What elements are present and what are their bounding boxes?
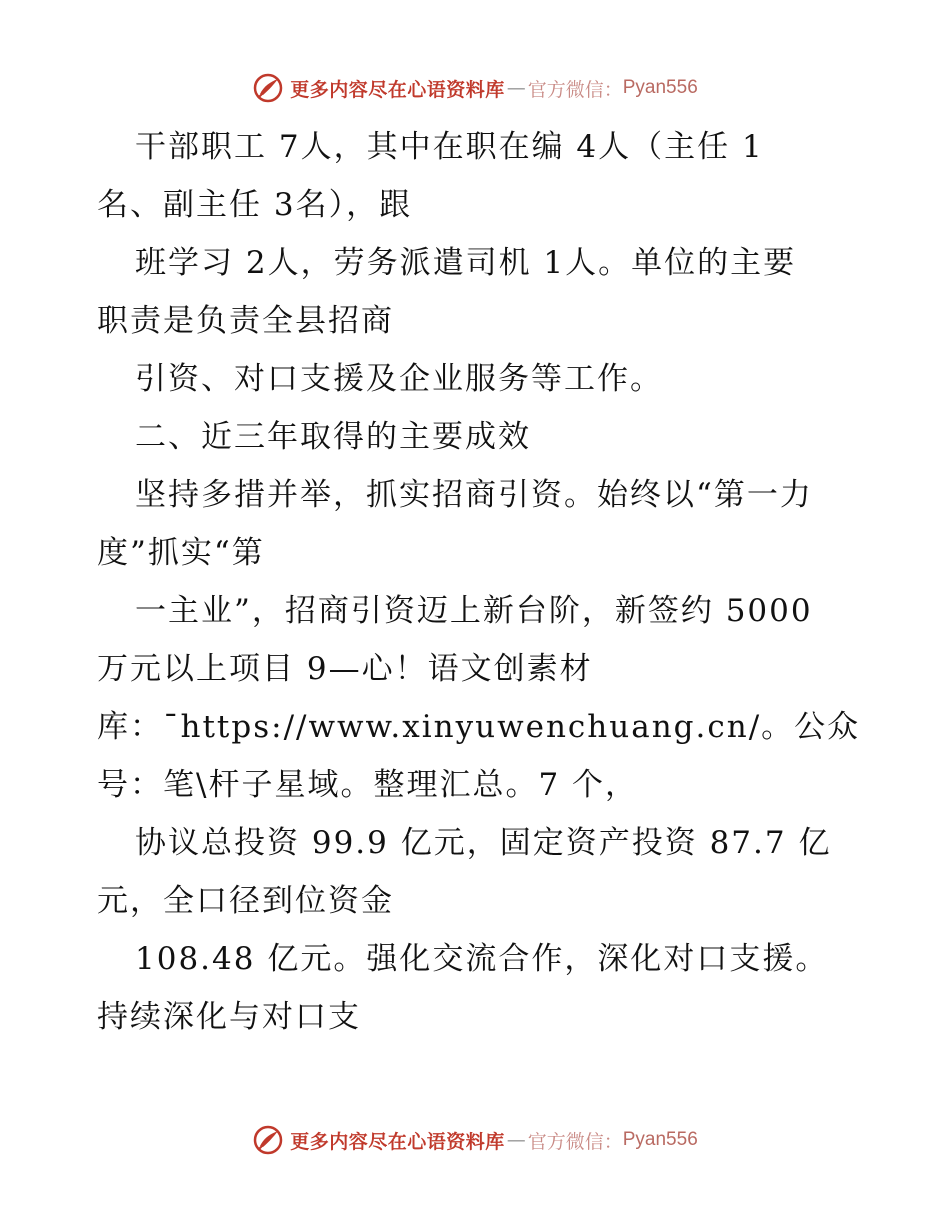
text-line: 度”抓实“第 <box>97 535 265 571</box>
watermark-main-text: 更多内容尽在心语资料库 <box>290 1130 505 1153</box>
quill-logo-icon <box>252 1124 284 1156</box>
text-line: 引资、对口支援及企业服务等工作。 <box>135 361 663 397</box>
watermark-header <box>0 68 950 108</box>
text-line: 万元以上项目 9—心！语文创素材 <box>97 651 593 687</box>
watermark-dash: — <box>506 1129 526 1151</box>
text-line: 持续深化与对口支 <box>97 999 361 1035</box>
watermark-footer <box>0 1120 950 1160</box>
text-line: 干部职工 7人，其中在职在编 4人（主任 1 <box>135 129 764 165</box>
paragraph <box>97 582 887 814</box>
paragraph <box>97 814 887 930</box>
text-line: 元，全口径到位资金 <box>97 883 394 919</box>
text-line: 协议总投资 99.9 亿元，固定资产投资 87.7 亿 <box>135 825 832 861</box>
text-line: 号：笔\杆子星域。整理汇总。7 个， <box>97 767 639 803</box>
text-line: 名、副主任 3名），跟 <box>97 187 413 223</box>
paragraph <box>97 350 887 408</box>
paragraph <box>97 466 887 582</box>
watermark-wechat-id: Pyan556 <box>622 77 698 98</box>
watermark-main-text: 更多内容尽在心语资料库 <box>290 78 505 101</box>
document-body <box>97 118 887 1046</box>
quill-logo-icon <box>252 72 284 104</box>
paragraph <box>97 118 887 234</box>
watermark-wechat-label: 官方微信： <box>527 1130 623 1153</box>
text-line: 班学习 2人，劳务派遣司机 1人。单位的主要 <box>135 245 797 281</box>
watermark-dash: — <box>506 77 526 99</box>
paragraph <box>97 234 887 350</box>
watermark-wechat-label: 官方微信： <box>527 78 623 101</box>
text-line: 坚持多措并举，抓实招商引资。始终以“第一力 <box>135 477 813 513</box>
paragraph <box>97 930 887 1046</box>
text-line: 职责是负责全县招商 <box>97 303 394 339</box>
text-line: 库：¯https://www.xinyuwenchuang.cn/。公众 <box>97 709 861 745</box>
text-line: 一主业”，招商引资迈上新台阶，新签约 5000 <box>135 593 813 629</box>
section-heading <box>97 408 887 466</box>
text-line: 108.48 亿元。强化交流合作，深化对口支援。 <box>135 941 829 977</box>
text-line: 二、近三年取得的主要成效 <box>135 419 531 455</box>
watermark-wechat-id: Pyan556 <box>622 1129 698 1150</box>
